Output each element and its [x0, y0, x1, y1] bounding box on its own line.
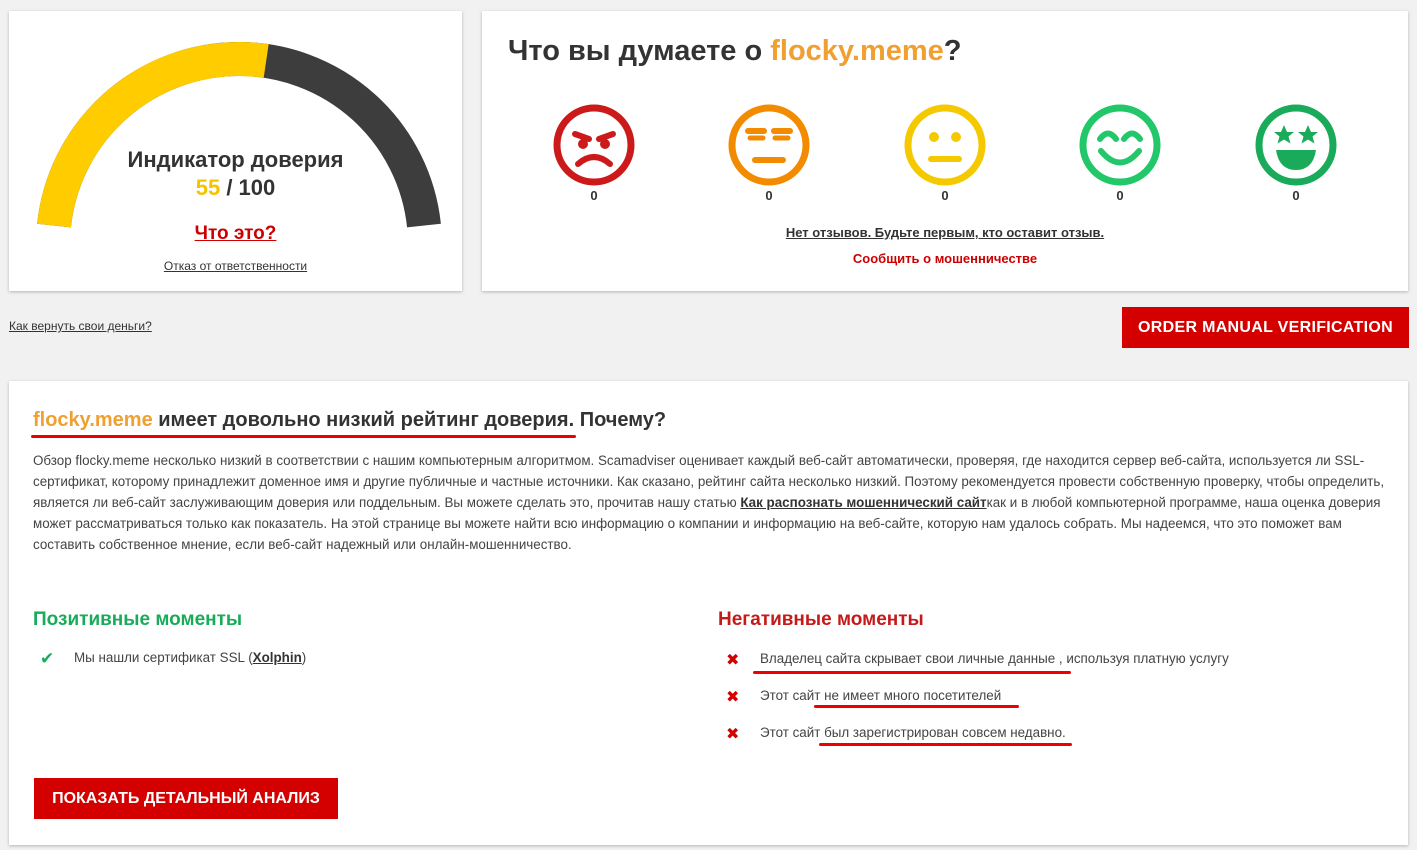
negative-underline: [819, 743, 1072, 746]
cross-icon: ✖: [726, 726, 740, 743]
check-icon: ✔: [40, 649, 55, 668]
disclaimer-link[interactable]: Отказ от ответственности: [163, 259, 308, 273]
order-manual-verification-button[interactable]: ORDER MANUAL VERIFICATION: [1122, 307, 1409, 348]
scam-article-link[interactable]: Как распознать мошеннический сайт: [740, 495, 987, 510]
gauge-score-max: / 100: [220, 175, 276, 200]
positive-title: Позитивные моменты: [33, 609, 243, 630]
analysis-title: flocky.meme имеет довольно низкий рейтинг доверия. Почему?: [33, 409, 667, 431]
gauge-title: Индикатор доверия: [127, 147, 344, 172]
angry-count: 0: [590, 188, 598, 203]
smiling-count: 0: [1116, 188, 1124, 203]
ssl-issuer-link[interactable]: Xolphin: [252, 650, 302, 665]
report-scam-link[interactable]: Сообщить о мошенничестве: [852, 251, 1038, 266]
cross-icon: ✖: [726, 652, 740, 669]
gauge-score-value: 55: [195, 175, 221, 200]
money-back-link[interactable]: Как вернуть свои деньги?: [9, 319, 152, 333]
review-question-title: Что вы думаете о flocky.meme?: [508, 35, 962, 67]
neutral-face-icon[interactable]: [904, 104, 986, 186]
negative-title: Негативные моменты: [718, 609, 924, 630]
title-red-underline: [31, 435, 576, 438]
analysis-text: Обзор flocky.meme несколько низкий в соответствии с нашим компьютерным алгоритмом. Scamadviser оценивает каждый веб-сайт автоматически, проверяя, где находится сервер веб-сайта, используется ли SSL-сертификат, которому принадлежит доменное имя и другие публичные и частные источники. Как сказано, рейтинг сайта несколько низкий. Поэтому рекомендуется провести собственную проверку, чтобы определить, является ли веб-сайт заслуживающим доверия или поддельным. Вы можете сделать это, прочитав нашу статью Как распознать мошеннический сайткак и в любой компьютерной программе, наша оценка доверия может рассматриваться только как показатель. На этой странице вы можете найти всю информацию о компании и информацию на веб-сайте, которую нам удалось собрать. Мы надеемся, что это поможет вам составить собственное мнение, если веб-сайт надежный или онлайн-мошенничество.: [33, 453, 1385, 552]
star-struck-count: 0: [1292, 188, 1300, 203]
cross-icon: ✖: [726, 689, 740, 706]
analysis-card: flocky.meme имеет довольно низкий рейтинг доверия. Почему? Обзор flocky.meme несколько низкий в соответствии с нашим компьютерным алгоритмом. Scamadviser оценивает каждый веб-сайт автоматически, проверяя, где находится сервер веб-сайта, используется ли SSL-сертификат, которому принадлежит доменное имя и другие публичные и частные источники. Как сказано, рейтинг сайта несколько низкий. Поэтому рекомендуется провести собственную проверку, чтобы определить, является ли веб-сайт заслуживающим доверия или поддельным. Вы можете сделать это, прочитав нашу статью Как распознать мошеннический сайткак и в любой компьютерной программе, наша оценка доверия может рассматриваться только как показатель. На этой странице вы можете найти всю информацию о компании и информацию на веб-сайте, которую нам удалось собрать. Мы надеемся, что это поможет вам составить собственное мнение, если веб-сайт надежный или онлайн-мошенничество. Позитивные моменты ✔ Мы нашли сертификат SSL (Xolphin) Негативные моменты ✖ Владелец сайта скрывает свои личные данные , используя платную услугу ✖ Этот сайт не имеет много посетителей ✖ Этот сайт был зарегистрирован совсем недавно. ПОКАЗАТЬ ДЕТАЛЬНЫЙ АНАЛИЗ: [9, 381, 1408, 845]
smiling-face-icon[interactable]: [1079, 104, 1161, 186]
unamused-count: 0: [765, 188, 773, 203]
neutral-count: 0: [941, 188, 949, 203]
angry-face-icon[interactable]: [553, 104, 635, 186]
what-is-this-link[interactable]: Что это?: [194, 223, 277, 244]
no-reviews-link[interactable]: Нет отзывов. Будьте первым, кто оставит отзыв.: [785, 225, 1105, 240]
negative-underline: [753, 671, 1071, 674]
star-struck-face-icon[interactable]: [1255, 104, 1337, 186]
gauge-score: [9, 175, 462, 201]
analysis-domain: flocky.meme: [33, 409, 153, 431]
trust-gauge-card: [9, 11, 462, 291]
show-detailed-analysis-button[interactable]: ПОКАЗАТЬ ДЕТАЛЬНЫЙ АНАЛИЗ: [34, 778, 338, 819]
unamused-face-icon[interactable]: [728, 104, 810, 186]
review-card: [482, 11, 1408, 291]
review-domain: flocky.meme: [770, 35, 944, 67]
negative-underline: [814, 705, 1019, 708]
